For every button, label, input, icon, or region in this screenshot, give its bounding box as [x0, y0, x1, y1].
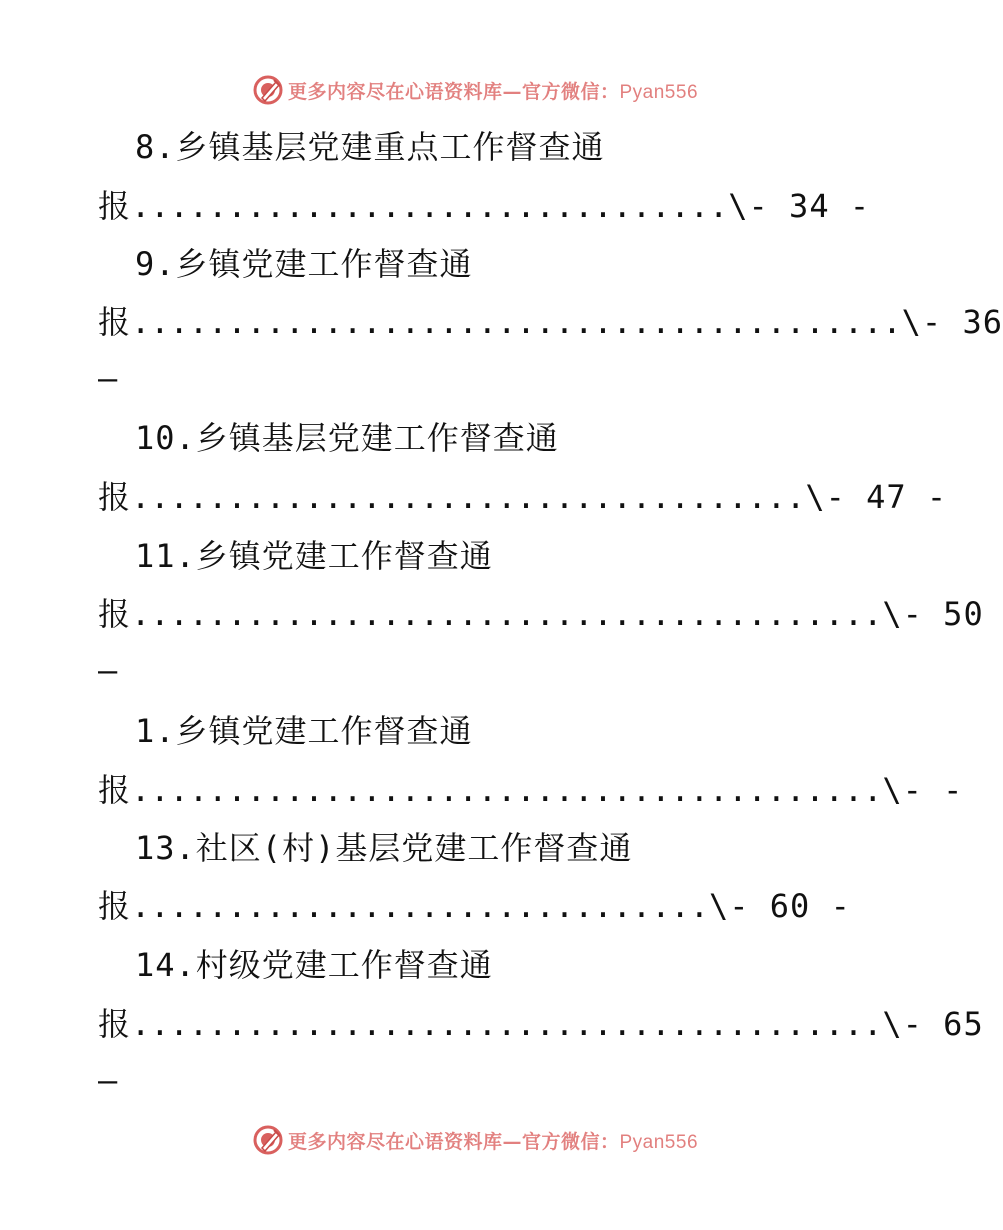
toc-page-tail: – — [98, 359, 119, 397]
toc-entry-leader — [98, 186, 870, 226]
toc-entry-lead-char: 报 — [98, 1005, 132, 1043]
toc-entry-lead-char: 报 — [98, 771, 132, 809]
toc-page-number: \- 34 - — [728, 187, 871, 225]
toc-page-tail: – — [98, 651, 119, 689]
toc-entry-title: 10.乡镇基层党建工作督查通 — [135, 419, 559, 457]
toc-dot-leader: ....................................... — [131, 1005, 883, 1043]
toc-page-number: \- 36 — [901, 303, 1003, 341]
toc-entry-title: 11.乡镇党建工作督查通 — [135, 537, 493, 575]
toc-entry-lead-char: 报 — [98, 595, 132, 633]
toc-entry-lead-char: 报 — [98, 187, 132, 225]
toc-page-number: \- - — [882, 771, 964, 809]
toc-entry-title: 14.村级党建工作督查通 — [135, 946, 493, 984]
toc-entry-leader — [98, 1004, 984, 1044]
toc-dot-leader: ............................... — [131, 187, 729, 225]
toc-entry-leader — [98, 477, 947, 517]
toc-entry-leader — [98, 886, 851, 926]
toc-entry-title: 8.乡镇基层党建重点工作督查通 — [135, 128, 605, 166]
toc-entry-title: 13.社区(村)基层党建工作督查通 — [135, 829, 633, 867]
toc-dot-leader: ....................................... — [131, 771, 883, 809]
toc-dot-leader: ....................................... — [131, 595, 883, 633]
toc-page-number: \- 47 - — [805, 478, 948, 516]
toc-dot-leader: ........................................ — [131, 303, 902, 341]
toc-entry-lead-char: 报 — [98, 303, 132, 341]
watermark-text: 更多内容尽在心语资料库—官方微信：Pyan556 — [287, 1130, 699, 1153]
toc-entry-leader — [98, 770, 963, 810]
toc-dot-leader: .............................. — [131, 887, 709, 925]
toc-page-number: \- 60 - — [708, 887, 851, 925]
toc-page-number: \- 50 — [882, 595, 984, 633]
toc-entry-title: 1.乡镇党建工作督查通 — [135, 712, 473, 750]
toc-dot-leader: ................................... — [131, 478, 806, 516]
toc-entry-lead-char: 报 — [98, 478, 132, 516]
toc-page-number: \- 65 — [882, 1005, 984, 1043]
toc-entry-leader — [98, 302, 1003, 342]
pen-logo-icon — [252, 1124, 284, 1156]
footer-watermark — [0, 1122, 950, 1158]
watermark-text: 更多内容尽在心语资料库—官方微信：Pyan556 — [287, 80, 699, 103]
toc-page-tail: – — [98, 1061, 119, 1099]
toc-entry-title: 9.乡镇党建工作督查通 — [135, 245, 473, 283]
toc-entry-lead-char: 报 — [98, 887, 132, 925]
toc-entry-leader — [98, 594, 984, 634]
